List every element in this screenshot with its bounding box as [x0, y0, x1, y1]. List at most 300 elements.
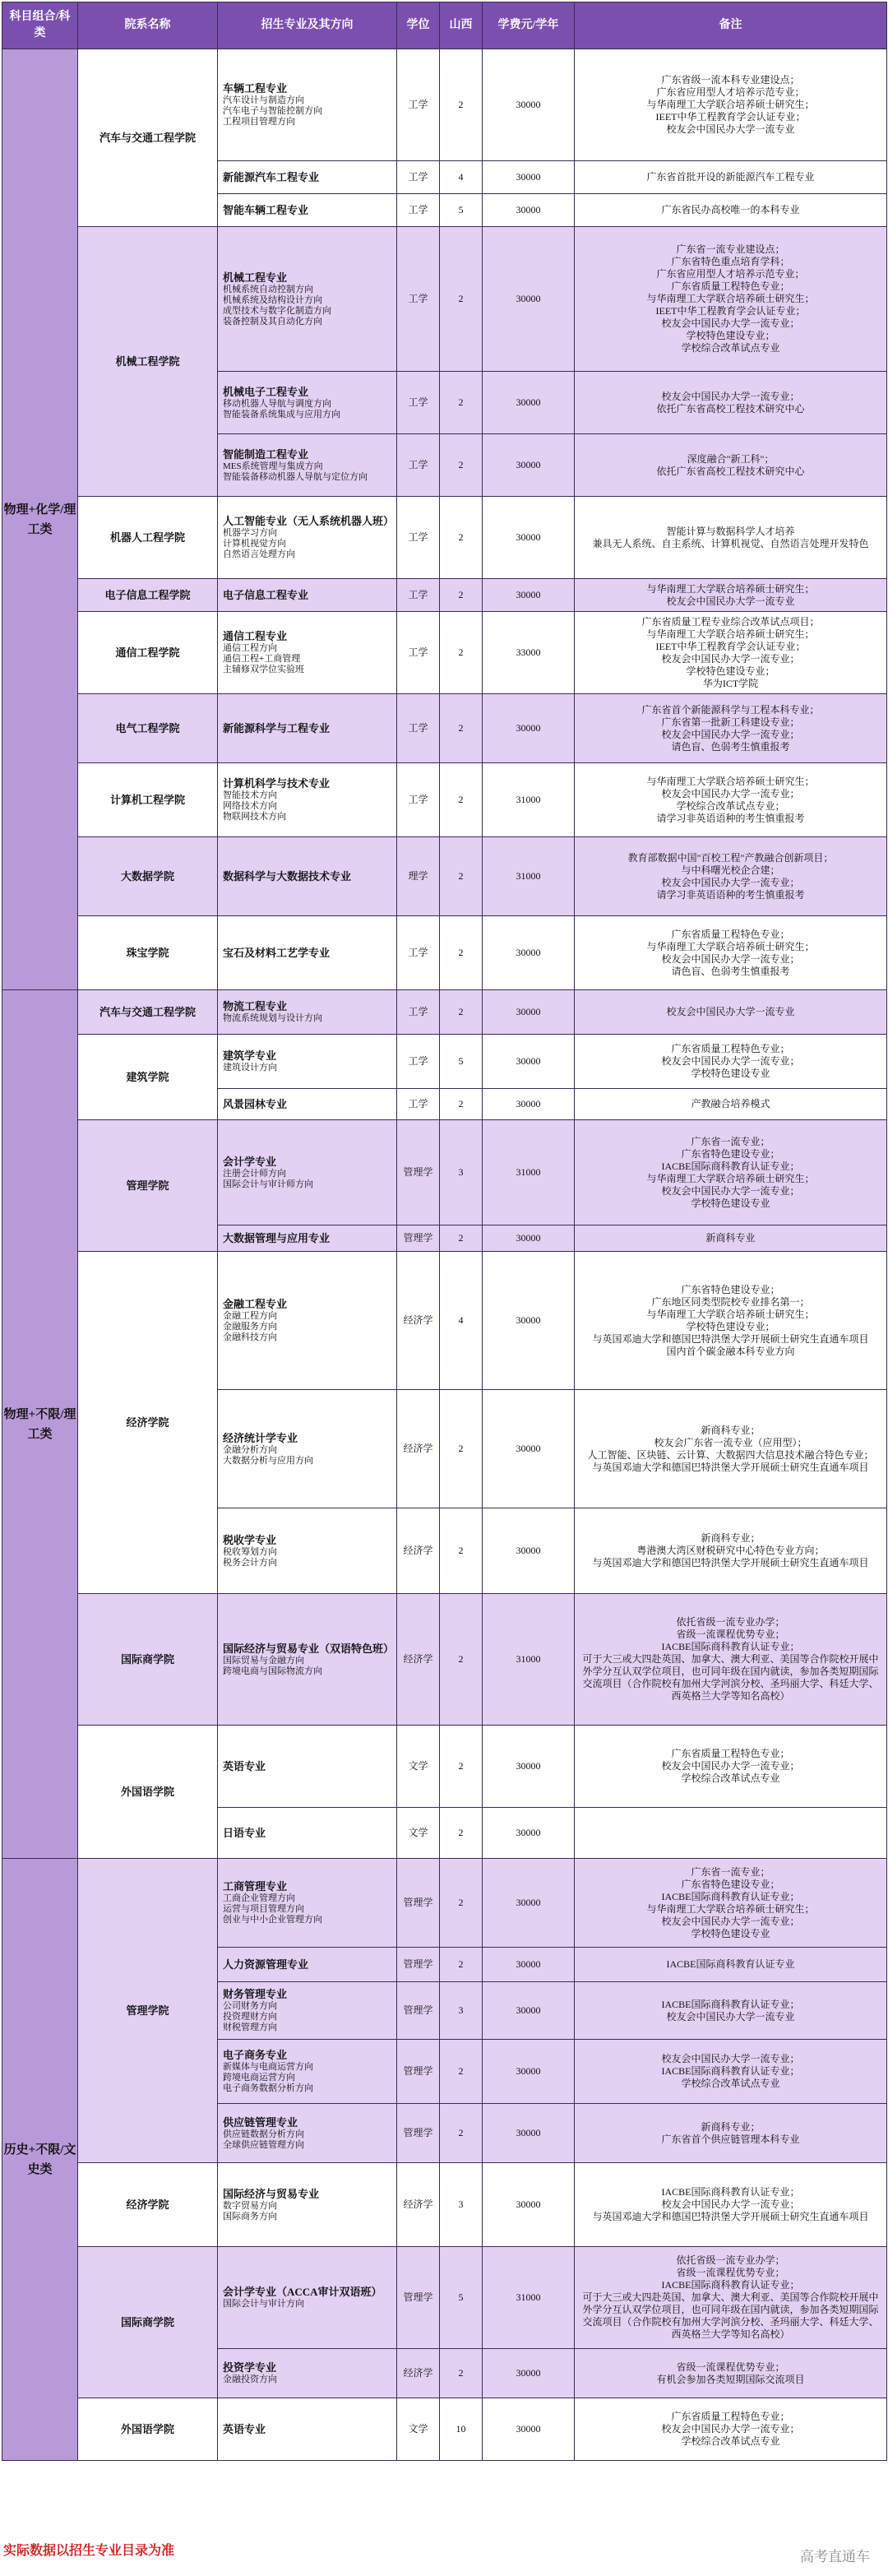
quota-cell: 2	[440, 612, 483, 694]
remark-line: 校友会中国民办大学一流专业；	[661, 1760, 800, 1772]
major-title: 工商管理专业	[223, 1880, 288, 1893]
remark-line: 依托省级一流专业办学；	[676, 1616, 785, 1628]
remark-line: 校友会中国民办大学一流专业；	[661, 1184, 800, 1197]
remark-line: IACBE国际商科教育认证专业；	[661, 1641, 800, 1652]
remark-line: 兼具无人系统、自主系统、计算机视觉、自然语言处理开发特色	[592, 537, 869, 549]
major-direction: 通信工程+工商管理	[223, 654, 301, 664]
major-cell	[218, 1594, 397, 1726]
remark-cell	[575, 1390, 887, 1508]
fee-cell: 30000	[483, 497, 575, 579]
degree-cell: 管理学	[397, 1859, 440, 1948]
remark-line: 人工智能、区块链、云计算、大数据四大信息技术融合特色专业；	[587, 1448, 874, 1461]
major-cell	[218, 2104, 397, 2163]
major-cell	[218, 837, 397, 916]
major-direction: 跨境电商运营方向	[223, 2073, 295, 2083]
major-title: 电子商务专业	[223, 2049, 288, 2061]
major-cell	[218, 1035, 397, 1089]
remark-line: 广东省特色建设专业；	[681, 1878, 780, 1890]
major-direction: 物流系统规划与设计方向	[223, 1013, 322, 1023]
header-major: 招生专业及其方向	[218, 2, 397, 49]
remark-line: IACBE国际商科教育认证专业；	[661, 2279, 800, 2291]
major-title: 大数据管理与应用专业	[223, 1231, 331, 1244]
subject-group-cell: 物理+不限/理工类	[2, 990, 78, 1859]
degree-cell: 工学	[397, 1089, 440, 1120]
remark-cell	[575, 1726, 887, 1808]
degree-cell: 管理学	[397, 2040, 440, 2104]
major-cell	[218, 2040, 397, 2104]
table-row	[2, 1859, 887, 1948]
major-title: 通信工程专业	[223, 630, 288, 642]
remark-cell	[575, 612, 887, 694]
remark-cell	[575, 694, 887, 763]
table-row	[2, 1252, 887, 1390]
major-title: 智能车辆工程专业	[223, 203, 309, 216]
remark-line: 产教融合培养模式	[691, 1098, 770, 1110]
remark-line: 校友会中国民办大学一流专业	[666, 1006, 795, 1017]
table-row	[2, 1726, 887, 1808]
header-subject: 科目组合/科类	[2, 2, 78, 49]
degree-cell: 工学	[397, 372, 440, 434]
degree-cell: 管理学	[397, 1120, 440, 1225]
quota-cell: 2	[440, 434, 483, 497]
fee-cell: 30000	[483, 579, 575, 612]
degree-cell: 经济学	[397, 1508, 440, 1594]
quota-cell: 2	[440, 579, 483, 612]
school-name-cell: 建筑学院	[78, 1035, 218, 1120]
degree-cell: 经济学	[397, 2349, 440, 2398]
quota-cell: 2	[440, 763, 483, 837]
major-title: 税收学专业	[223, 1533, 277, 1546]
major-direction: 汽车电子与智能控制方向	[223, 106, 322, 116]
major-direction: 建筑设计方向	[223, 1063, 277, 1073]
remark-cell	[575, 1594, 887, 1726]
fee-cell: 30000	[483, 227, 575, 372]
remark-cell	[575, 579, 887, 612]
major-title: 供应链管理专业	[223, 2115, 298, 2129]
table-row	[2, 1035, 887, 1089]
major-cell	[218, 2349, 397, 2398]
quota-cell: 2	[440, 1726, 483, 1808]
remark-line: 国内首个碳金融本科专业方向	[666, 1345, 795, 1357]
major-direction: 财税管理方向	[223, 2022, 277, 2032]
major-direction: 供应链数据分析方向	[223, 2129, 304, 2139]
remark-line: 粤港澳大湾区财税研究中心特色专业方向；	[636, 1545, 825, 1556]
remark-line: 广东省首个新能源科学与工程本科专业；	[641, 703, 820, 716]
quota-cell: 2	[440, 1390, 483, 1508]
major-cell	[218, 763, 397, 837]
major-title: 日语专业	[223, 1826, 266, 1839]
remark-line: 学校综合改革试点专业	[681, 2078, 780, 2089]
table-row	[2, 49, 887, 161]
major-cell	[218, 612, 397, 694]
major-direction: 机械系统自动控制方向	[223, 284, 313, 294]
major-cell	[218, 1948, 397, 1982]
major-cell	[218, 1808, 397, 1859]
remark-cell	[575, 161, 887, 194]
fee-cell: 30000	[483, 2163, 575, 2247]
remark-line: 校友会中国民办大学一流专业；	[661, 952, 800, 965]
quota-cell: 5	[440, 2247, 483, 2349]
major-direction: 计算机视觉方向	[223, 539, 286, 549]
table-row	[2, 579, 887, 612]
major-cell	[218, 227, 397, 372]
remark-line: 广东省一流专业；	[691, 1135, 770, 1147]
major-cell	[218, 990, 397, 1035]
quota-cell: 2	[440, 227, 483, 372]
remark-cell	[575, 2247, 887, 2349]
remark-cell	[575, 1948, 887, 1982]
degree-cell: 管理学	[397, 2247, 440, 2349]
quota-cell: 2	[440, 1859, 483, 1948]
remark-cell	[575, 1808, 887, 1859]
major-direction: 公司财务方向	[223, 2001, 277, 2011]
major-direction: 税收筹划方向	[223, 1546, 277, 1557]
remark-line: 学校综合改革试点专业	[681, 342, 780, 354]
major-title: 机械电子工程专业	[223, 385, 309, 398]
major-title: 风景园林专业	[223, 1097, 288, 1110]
major-direction: 工程项目管理方向	[223, 117, 295, 127]
major-direction: 金融服务方向	[223, 1322, 277, 1332]
remark-line: IEET中华工程教育学会认证专业；	[655, 305, 806, 317]
remark-cell	[575, 497, 887, 579]
school-name-cell: 珠宝学院	[78, 916, 218, 990]
fee-cell: 30000	[483, 1982, 575, 2040]
degree-cell: 工学	[397, 1035, 440, 1089]
major-title: 金融工程专业	[223, 1298, 288, 1310]
remark-cell	[575, 372, 887, 434]
remark-line: 与英国邓迪大学和德国巴特洪堡大学开展硕士研究生直通车项目	[592, 1332, 869, 1345]
subject-group-cell: 物理+化学/理工类	[2, 49, 78, 990]
quota-cell: 3	[440, 2163, 483, 2247]
school-name-cell: 国际商学院	[78, 2247, 218, 2398]
degree-cell: 经济学	[397, 2163, 440, 2247]
remark-line: 广东地区同类型院校专业排名第一；	[651, 1295, 810, 1308]
major-title: 经济统计学专业	[223, 1431, 298, 1444]
watermark: 高考直通车	[800, 2549, 870, 2565]
degree-cell: 工学	[397, 579, 440, 612]
major-direction: 国际会计与审计师方向	[223, 1179, 313, 1189]
fee-cell: 30000	[483, 1225, 575, 1252]
fee-cell: 30000	[483, 2040, 575, 2104]
remark-cell	[575, 837, 887, 916]
quota-cell: 2	[440, 916, 483, 990]
major-title: 英语专业	[223, 2422, 266, 2435]
major-direction: 税务会计方向	[223, 1557, 277, 1568]
major-title: 宝石及材料工艺学专业	[223, 946, 331, 959]
fee-cell: 30000	[483, 434, 575, 497]
major-title: 国际经济与贸易专业（双语特色班）	[223, 1642, 395, 1655]
quota-cell: 2	[440, 1089, 483, 1120]
major-direction: 创业与中小企业管理方向	[223, 1915, 322, 1925]
remark-line: 学校特色建设专业	[691, 1927, 770, 1939]
major-cell	[218, 579, 397, 612]
major-direction: 机器学习方向	[223, 528, 277, 538]
major-direction: 运营与项目管理方向	[223, 1904, 304, 1914]
major-direction: 大数据分析与应用方向	[223, 1455, 313, 1466]
table-row	[2, 2247, 887, 2349]
remark-line: IACBE国际商科教育认证专业；	[661, 1160, 800, 1172]
remark-line: 依托省级一流专业办学；	[676, 2254, 785, 2266]
header-degree: 学位	[397, 2, 440, 49]
fee-cell: 31000	[483, 837, 575, 916]
degree-cell: 工学	[397, 194, 440, 227]
remark-line: 广东省特色重点培育学科；	[671, 256, 790, 267]
table-row	[2, 497, 887, 579]
remark-line: 与华南理工大学联合培养硕士研究生；	[646, 293, 815, 304]
fee-cell: 30000	[483, 1508, 575, 1594]
major-cell	[218, 1225, 397, 1252]
remark-line: 学校特色建设专业；	[686, 330, 775, 341]
remark-cell	[575, 1252, 887, 1390]
remark-line: IACBE国际商科教育认证专业	[666, 1958, 795, 1970]
fee-cell: 30000	[483, 2349, 575, 2398]
degree-cell: 文学	[397, 2398, 440, 2461]
header-fee: 学费元/学年	[483, 2, 575, 49]
remark-line: 依托广东省高校工程技术研究中心	[656, 402, 805, 415]
major-title: 数据科学与大数据技术专业	[223, 869, 352, 883]
major-title: 新能源汽车工程专业	[223, 170, 320, 183]
remark-line: 新商科专业；	[701, 2120, 761, 2133]
fee-cell: 30000	[483, 1089, 575, 1120]
remark-line: 请学习非英语语种的考生慎重报考	[656, 888, 805, 901]
fee-cell: 30000	[483, 161, 575, 194]
remark-line: 校友会中国民办大学一流专业；	[661, 1915, 800, 1927]
fee-cell: 31000	[483, 763, 575, 837]
remark-line: 广东省级一流本科专业建设点；	[661, 74, 800, 86]
degree-cell: 经济学	[397, 1390, 440, 1508]
remark-line: 校友会中国民办大学一流专业；	[661, 652, 800, 665]
remark-line: 与华南理工大学联合培养硕士研究生；	[646, 1172, 815, 1184]
remark-cell	[575, 1508, 887, 1594]
major-title: 电子信息工程专业	[223, 588, 309, 601]
remark-line: 与华南理工大学联合培养硕士研究生；	[646, 1308, 815, 1320]
school-name-cell: 汽车与交通工程学院	[78, 49, 218, 227]
school-name-cell: 管理学院	[78, 1859, 218, 2163]
remark-cell	[575, 49, 887, 161]
major-direction: MES系统管理与集成方向	[223, 461, 323, 471]
remark-line: 智能计算与数据科学人才培养	[666, 525, 795, 537]
major-title: 新能源科学与工程专业	[223, 721, 331, 734]
major-cell	[218, 1859, 397, 1948]
remark-line: 与华南理工大学联合培养硕士研究生；	[646, 628, 815, 640]
degree-cell: 工学	[397, 227, 440, 372]
subject-group-cell: 历史+不限/文史类	[2, 1859, 78, 2461]
remark-line: 与英国邓迪大学和德国巴特洪堡大学开展硕士研究生直通车项目	[592, 2211, 869, 2222]
major-direction: 国际贸易与金融方向	[223, 1655, 304, 1666]
major-direction: 通信工程方向	[223, 643, 277, 653]
major-title: 国际经济与贸易专业	[223, 2187, 320, 2200]
major-direction: 新媒体与电商运营方向	[223, 2062, 313, 2072]
remark-line: 学校综合改革试点专业；	[676, 799, 785, 812]
major-direction: 国际商务方向	[223, 2211, 277, 2222]
remark-line: 校友会中国民办大学一流专业；	[661, 317, 800, 329]
fee-cell: 30000	[483, 1390, 575, 1508]
remark-line: IEET中华工程教育学会认证专业；	[655, 111, 806, 123]
remark-line: 教育部数据中国"百校工程"产教融合创新项目；	[627, 851, 834, 864]
remark-line: 广东省一流专业建设点；	[676, 243, 785, 255]
major-title: 投资学专业	[223, 2361, 277, 2374]
remark-cell	[575, 227, 887, 372]
quota-cell: 4	[440, 161, 483, 194]
remark-cell	[575, 2040, 887, 2104]
remark-line: 广东省特色建设专业；	[681, 1283, 780, 1295]
quota-cell: 2	[440, 2104, 483, 2163]
school-name-cell: 经济学院	[78, 1252, 218, 1594]
major-direction: 自然语言处理方向	[223, 549, 295, 559]
remark-line: 学校综合改革试点专业	[681, 1772, 780, 1784]
remark-line: 校友会中国民办大学一流专业；	[661, 2198, 800, 2210]
fee-cell: 31000	[483, 1594, 575, 1726]
header-school: 院系名称	[78, 2, 218, 49]
school-name-cell: 汽车与交通工程学院	[78, 990, 218, 1035]
major-title: 财务管理专业	[223, 1988, 288, 2000]
degree-cell: 工学	[397, 612, 440, 694]
degree-cell: 工学	[397, 990, 440, 1035]
degree-cell: 理学	[397, 837, 440, 916]
remark-line: 广东省应用型人才培养示范专业；	[656, 86, 805, 98]
remark-line: 新商科专业	[705, 1232, 756, 1244]
major-cell	[218, 161, 397, 194]
major-direction: 工商企业管理方向	[223, 1893, 295, 1903]
remark-cell	[575, 2349, 887, 2398]
degree-cell: 工学	[397, 434, 440, 497]
major-cell	[218, 372, 397, 434]
major-direction: 主辅修双学位实验班	[223, 665, 304, 674]
degree-cell: 文学	[397, 1726, 440, 1808]
quota-cell: 2	[440, 1594, 483, 1726]
quota-cell: 5	[440, 1035, 483, 1089]
major-title: 建筑学专业	[223, 1049, 277, 1062]
quota-cell: 2	[440, 1225, 483, 1252]
fee-cell: 30000	[483, 194, 575, 227]
table-row	[2, 2163, 887, 2247]
remark-line: 校友会中国民办大学一流专业	[666, 595, 795, 607]
major-cell	[218, 49, 397, 161]
major-cell	[218, 1252, 397, 1390]
table-row	[2, 1594, 887, 1726]
major-direction: 金融科技方向	[223, 1332, 277, 1342]
remark-line: 华为ICT学院	[702, 677, 759, 689]
major-direction: 智能技术方向	[223, 790, 277, 800]
table-row	[2, 2398, 887, 2461]
degree-cell: 管理学	[397, 1982, 440, 2040]
remark-cell	[575, 2398, 887, 2461]
major-direction: 电子商务数据分析方向	[223, 2083, 313, 2093]
fee-cell: 30000	[483, 990, 575, 1035]
remark-line: 与华南理工大学联合培养硕士研究生；	[646, 582, 815, 595]
school-name-cell: 电子信息工程学院	[78, 579, 218, 612]
quota-cell: 2	[440, 2349, 483, 2398]
major-direction: 智能装备系统集成与应用方向	[223, 409, 340, 419]
quota-cell: 2	[440, 694, 483, 763]
school-name-cell: 机械工程学院	[78, 227, 218, 497]
fee-cell: 30000	[483, 916, 575, 990]
fee-cell: 30000	[483, 1859, 575, 1948]
remark-line: 与华南理工大学联合培养硕士研究生；	[646, 1902, 815, 1915]
fee-cell: 30000	[483, 1035, 575, 1089]
remark-line: 与华南理工大学联合培养硕士研究生；	[646, 940, 815, 952]
table-header-row	[2, 2, 887, 49]
major-direction: 金融工程方向	[223, 1311, 277, 1321]
fee-cell: 30000	[483, 2104, 575, 2163]
school-name-cell: 机器人工程学院	[78, 497, 218, 579]
remark-line: 新商科专业；	[701, 1532, 761, 1544]
remark-line: 请色盲、色弱考生慎重报考	[671, 740, 790, 753]
remark-line: 校友会中国民办大学一流专业；	[661, 1055, 800, 1067]
remark-line: 学校特色建设专业	[691, 1068, 770, 1079]
major-title: 人工智能专业（无人系统机器人班）	[223, 515, 395, 527]
school-name-cell: 电气工程学院	[78, 694, 218, 763]
remark-cell	[575, 194, 887, 227]
major-direction: 移动机器人导航与调度方向	[223, 398, 331, 409]
remark-line: IEET中华工程教育学会认证专业；	[655, 640, 806, 652]
degree-cell: 工学	[397, 497, 440, 579]
major-cell	[218, 2398, 397, 2461]
school-name-cell: 通信工程学院	[78, 612, 218, 694]
quota-cell: 3	[440, 1982, 483, 2040]
quota-cell: 2	[440, 1508, 483, 1594]
major-direction: 汽车设计与制造方向	[223, 95, 304, 105]
major-title: 车辆工程专业	[223, 82, 288, 95]
quota-cell: 2	[440, 497, 483, 579]
major-title: 人力资源管理专业	[223, 1957, 309, 1971]
fee-cell: 30000	[483, 2398, 575, 2461]
remark-cell	[575, 1225, 887, 1252]
fee-cell: 30000	[483, 372, 575, 434]
degree-cell: 管理学	[397, 1225, 440, 1252]
major-cell	[218, 1390, 397, 1508]
remark-line: 校友会中国民办大学一流专业；	[661, 390, 800, 402]
table-row	[2, 916, 887, 990]
major-direction: 国际会计与审计方向	[223, 2299, 304, 2309]
remark-cell	[575, 1089, 887, 1120]
major-direction: 成型技术与数字化制造方向	[223, 305, 331, 316]
degree-cell: 工学	[397, 916, 440, 990]
remark-line: 校友会中国民办大学一流专业；	[661, 2053, 800, 2064]
remark-line: 与英国邓迪大学和德国巴特洪堡大学开展硕士研究生直通车项目	[592, 1557, 869, 1568]
remark-line: 广东省质量工程专业综合改革试点项目；	[641, 615, 820, 628]
quota-cell: 2	[440, 1808, 483, 1859]
school-name-cell: 计算机工程学院	[78, 763, 218, 837]
remark-line: 深度融合"新工科"；	[687, 452, 775, 465]
remark-line: 学校特色建设专业；	[686, 1320, 775, 1332]
table-row	[2, 990, 887, 1035]
fee-cell: 30000	[483, 49, 575, 161]
remark-line: 与华南理工大学联合培养硕士研究生；	[646, 99, 815, 110]
major-cell	[218, 1508, 397, 1594]
remark-line: 省级一流课程优势专业；	[676, 2361, 785, 2373]
footer-note: 实际数据以招生专业目录为准	[3, 2544, 175, 2558]
remark-line: 广东省第一批新工科建设专业；	[661, 716, 800, 728]
remark-line: 广东省质量工程特色专业；	[671, 2411, 790, 2422]
remark-line: 与中科曙光校企合建；	[681, 864, 780, 876]
school-name-cell: 外国语学院	[78, 1726, 218, 1859]
table-row	[2, 837, 887, 916]
quota-cell: 2	[440, 990, 483, 1035]
quota-cell: 10	[440, 2398, 483, 2461]
remark-line: 学校特色建设专业；	[686, 665, 775, 677]
major-direction: 智能装备移动机器人导航与定位方向	[223, 471, 368, 482]
fee-cell: 30000	[483, 1808, 575, 1859]
school-name-cell: 管理学院	[78, 1120, 218, 1252]
quota-cell: 2	[440, 837, 483, 916]
major-cell	[218, 194, 397, 227]
degree-cell: 工学	[397, 763, 440, 837]
major-title: 智能制造工程专业	[223, 447, 309, 461]
quota-cell: 2	[440, 49, 483, 161]
major-direction: 注册会计师方向	[223, 1168, 286, 1179]
remark-line: 有机会参加各类短期国际交流项目	[656, 2373, 805, 2385]
